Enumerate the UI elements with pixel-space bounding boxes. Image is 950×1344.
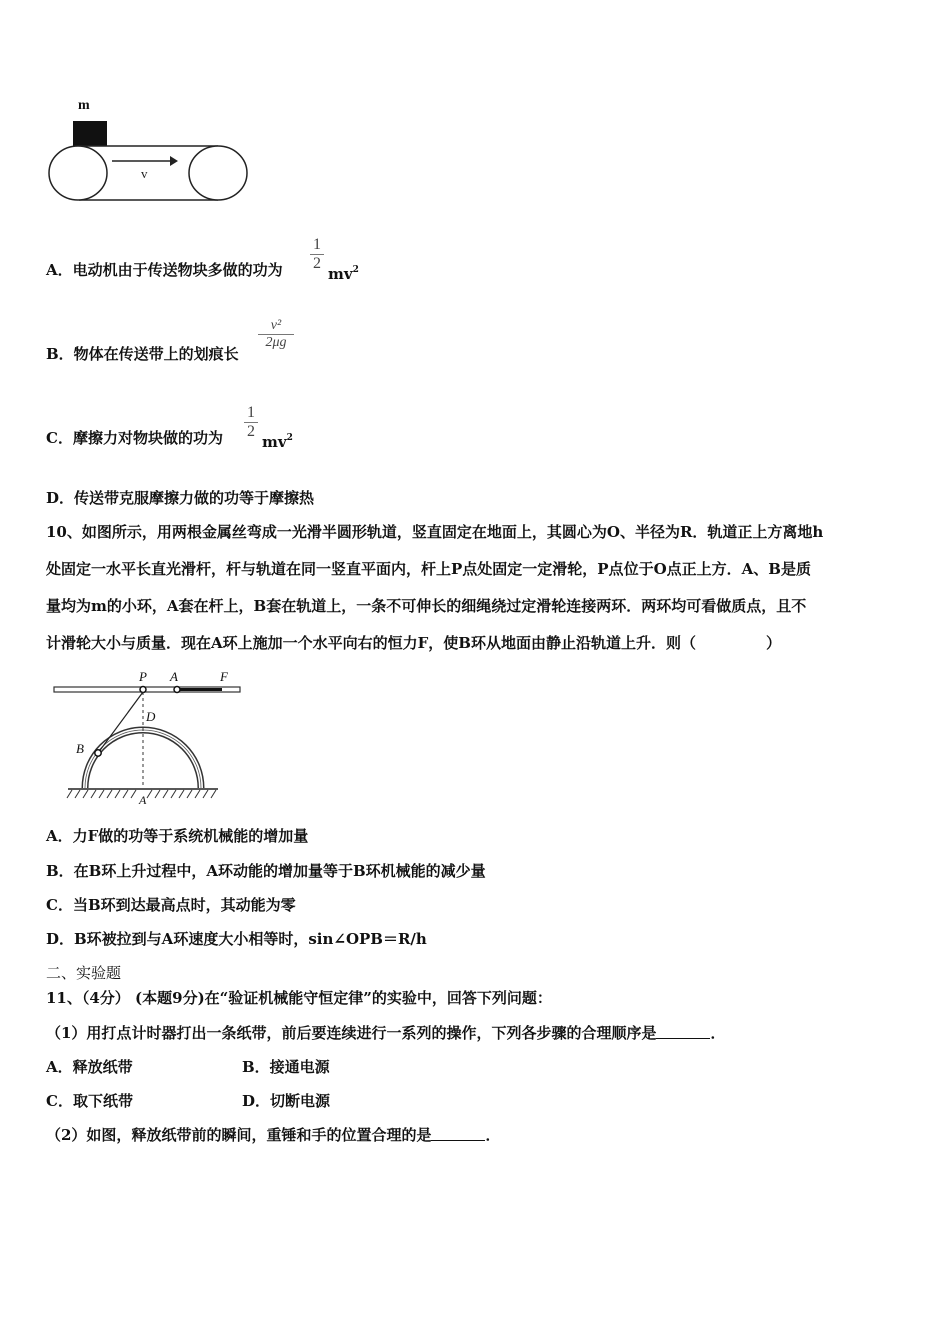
q11-part-1: （1）用打点计时器打出一条纸带，前后要连续进行一系列的操作，下列各步骤的合理顺序是 ． — [46, 1024, 726, 1042]
semicircle-track-figure — [52, 668, 244, 806]
section-heading: 二、实验题 — [46, 964, 122, 982]
q9-option-a-tail: $mv^2$ — [328, 265, 359, 283]
q9-option-b: B．物体在传送带上的划痕长 — [46, 345, 239, 363]
q9-option-a-fraction: $\frac{1}{2}$ — [310, 236, 324, 273]
ring-a — [174, 687, 180, 693]
q10-stem-line-4: 计滑轮大小与质量．现在A环上施加一个水平向右的恒力F，使B环从地面由静止沿轨道上升．则（ ） — [46, 634, 781, 652]
ring-b — [95, 750, 101, 756]
q10-option-d: D．B环被拉到与A环速度大小相等时，sin∠OPB＝R/h — [46, 930, 427, 948]
q9-option-d: D．传送带克服摩擦力做的功等于摩擦热 — [46, 489, 315, 507]
label-b: B — [76, 741, 84, 756]
mass-label: m — [78, 98, 90, 113]
label-o: A — [139, 793, 147, 806]
label-a: A — [170, 669, 178, 684]
velocity-arrow — [170, 156, 178, 166]
conveyor-belt-figure — [44, 92, 254, 208]
q10-stem-line-2: 处固定一水平长直光滑杆，杆与轨道在同一竖直平面内，杆上P点处固定一定滑轮，P点位于O点正上方．A、B是质 — [46, 560, 811, 578]
q9-option-c-fraction: $\frac{1}{2}$ — [244, 404, 258, 441]
answer-blank-2[interactable] — [431, 1126, 485, 1141]
q11-part-2: （2）如图，释放纸带前的瞬间，重锤和手的位置合理的是 ． — [46, 1126, 501, 1144]
answer-blank-1[interactable] — [656, 1024, 710, 1039]
q11-option-b: B．接通电源 — [242, 1058, 330, 1076]
q10-option-c: C．当B环到达最高点时，其动能为零 — [46, 896, 296, 914]
q10-stem-line-3: 量均为m的小环，A套在杆上，B套在轨道上，一条不可伸长的细绳绕过定滑轮连接两环．两环均可看做质点，且不 — [46, 597, 807, 615]
label-p: P — [139, 669, 147, 684]
label-d: D — [146, 709, 156, 724]
left-pulley — [49, 146, 107, 200]
q10-stem-line-1: 10、如图所示，用两根金属丝弯成一光滑半圆形轨道，竖直固定在地面上，其圆心为O、半径为R．轨道正上方离地h — [46, 523, 824, 541]
q11-option-d: D．切断电源 — [242, 1092, 331, 1110]
q9-option-c-tail: $mv^2$ — [262, 433, 293, 451]
q9-option-b-fraction: $\frac{\text{v²}}{2\mu g}$ — [258, 318, 294, 351]
label-f: F — [220, 669, 228, 684]
q11-intro: 11、（4分） (本题9分)在“验证机械能守恒定律”的实验中，回答下列问题： — [46, 989, 552, 1007]
rope — [98, 692, 143, 753]
right-pulley — [189, 146, 247, 200]
pulley-p — [140, 687, 146, 693]
mass-block — [73, 121, 107, 146]
q10-option-b: B．在B环上升过程中，A环动能的增加量等于B环机械能的减少量 — [46, 862, 486, 880]
velocity-label: v — [141, 166, 148, 181]
q11-option-c: C．取下纸带 — [46, 1092, 133, 1110]
q10-option-a: A．力F做的功等于系统机械能的增加量 — [46, 827, 309, 845]
q11-option-a: A．释放纸带 — [46, 1058, 133, 1076]
q9-option-a: A．电动机由于传送物块多做的功为 — [46, 261, 283, 279]
q9-option-c: C．摩擦力对物块做的功为 — [46, 429, 223, 447]
